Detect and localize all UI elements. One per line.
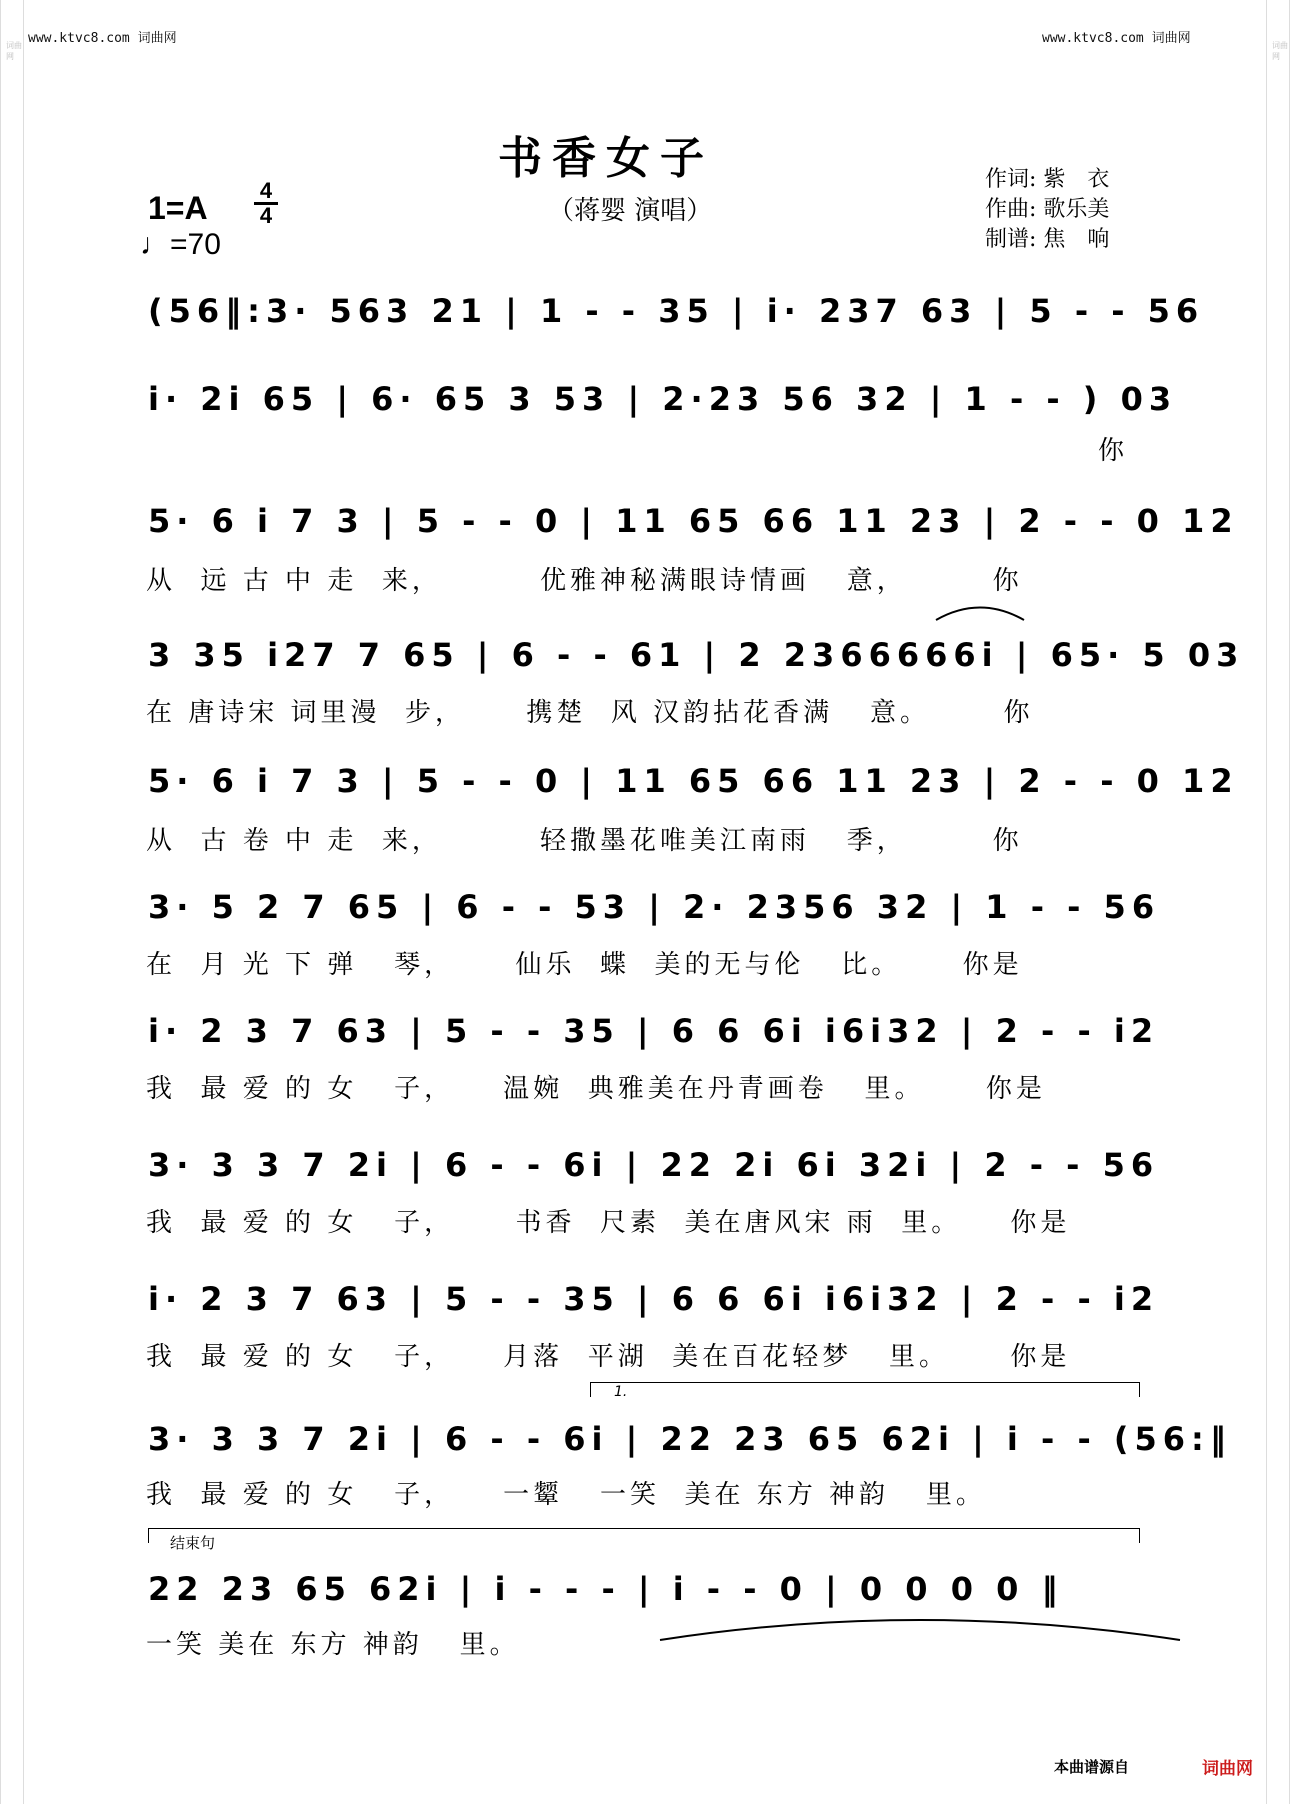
- system-4-lyrics: 在 唐诗宋 词里漫 步， 携楚 风 汉韵拈花香满 意。 你: [146, 698, 1034, 728]
- time-bottom: 4: [259, 203, 273, 228]
- song-title: 书香女子: [498, 133, 714, 184]
- system-9-lyrics: 我 最 爱 的 女 子， 月落 平湖 美在百花轻梦 里。 你是: [146, 1342, 1071, 1372]
- system-11-notes: 22 23 65 62i | i - - - | i - - 0 | 0 0 0 0 ‖: [148, 1570, 1064, 1608]
- system-9-notes: i· 2 3 7 63 | 5 - - 35 | 6 6 6i i6i32 | 2 - - i2: [148, 1280, 1160, 1318]
- system-3-notes: 5· 6 i 7 3 | 5 - - 0 | 11 65 66 11 23 | 2 - - 0 12: [148, 502, 1239, 540]
- key-signature: 1=A: [148, 190, 208, 226]
- system-1-notes: (56‖:3· 563 21 | 1 - - 35 | i· 237 63 | 5 - - 56: [148, 292, 1205, 330]
- system-6-notes: 3· 5 2 7 65 | 6 - - 53 | 2· 2356 32 | 1 - - 56: [148, 888, 1161, 926]
- performer: （蒋婴 演唱）: [548, 196, 713, 226]
- system-8-notes: 3· 3 3 7 2i | 6 - - 6i | 22 2i 6i 32i | 2 - - 56: [148, 1146, 1160, 1184]
- first-ending-label: 1.: [614, 1384, 628, 1400]
- time-top: 4: [254, 180, 278, 205]
- footer-source: 本曲谱源自: [1054, 1758, 1130, 1776]
- margin-watermark: 词曲网: [6, 41, 22, 61]
- footer-logo[interactable]: 词曲网: [1202, 1759, 1253, 1779]
- system-7-notes: i· 2 3 7 63 | 5 - - 35 | 6 6 6i i6i32 | 2 - - i2: [148, 1012, 1160, 1050]
- system-5-notes: 5· 6 i 7 3 | 5 - - 0 | 11 65 66 11 23 | 2 - - 0 12: [148, 762, 1239, 800]
- system-2-lyrics: 你: [1098, 436, 1129, 466]
- system-3-lyrics: 从 远 古 中 走 来， 优雅神秘满眼诗情画 意， 你: [146, 566, 1023, 596]
- system-7-lyrics: 我 最 爱 的 女 子， 温婉 典雅美在丹青画卷 里。 你是: [146, 1074, 1046, 1104]
- tempo-marking: ♩=70: [140, 228, 221, 261]
- ending-label: 结束句: [170, 1534, 216, 1552]
- system-11-lyrics: 一笑 美在 东方 神韵 里。: [146, 1630, 520, 1660]
- margin-watermark: 词曲网: [1272, 41, 1288, 61]
- system-6-lyrics: 在 月 光 下 弹 琴， 仙乐 蝶 美的无与伦 比。 你是: [146, 950, 1023, 980]
- system-2-notes: i· 2i 65 | 6· 65 3 53 | 2·23 56 32 | 1 - - ) 03: [148, 380, 1178, 418]
- site-url-left: www.ktvc8.com 词曲网: [28, 31, 177, 46]
- lyricist-credit: 作词: 紫 衣: [985, 167, 1110, 192]
- system-10-lyrics: 我 最 爱 的 女 子， 一颦 一笑 美在 东方 神韵 里。: [146, 1480, 986, 1510]
- slur-arc: [660, 1620, 1180, 1640]
- system-8-lyrics: 我 最 爱 的 女 子， 书香 尺素 美在唐风宋 雨 里。 你是: [146, 1208, 1071, 1238]
- system-10-notes: 3· 3 3 7 2i | 6 - - 6i | 22 23 65 62i | i - - (56:‖: [148, 1420, 1232, 1458]
- system-4-notes: 3 35 i27 7 65 | 6 - - 61 | 2 2366666i | 65· 5 03: [148, 636, 1245, 674]
- composer-credit: 作曲: 歌乐美: [985, 197, 1110, 222]
- arranger-credit: 制谱: 焦 响: [985, 227, 1110, 252]
- system-5-lyrics: 从 古 卷 中 走 来， 轻撒墨花唯美江南雨 季， 你: [146, 826, 1023, 856]
- slur-arc: [936, 608, 1024, 621]
- site-url-right: www.ktvc8.com 词曲网: [1042, 31, 1191, 46]
